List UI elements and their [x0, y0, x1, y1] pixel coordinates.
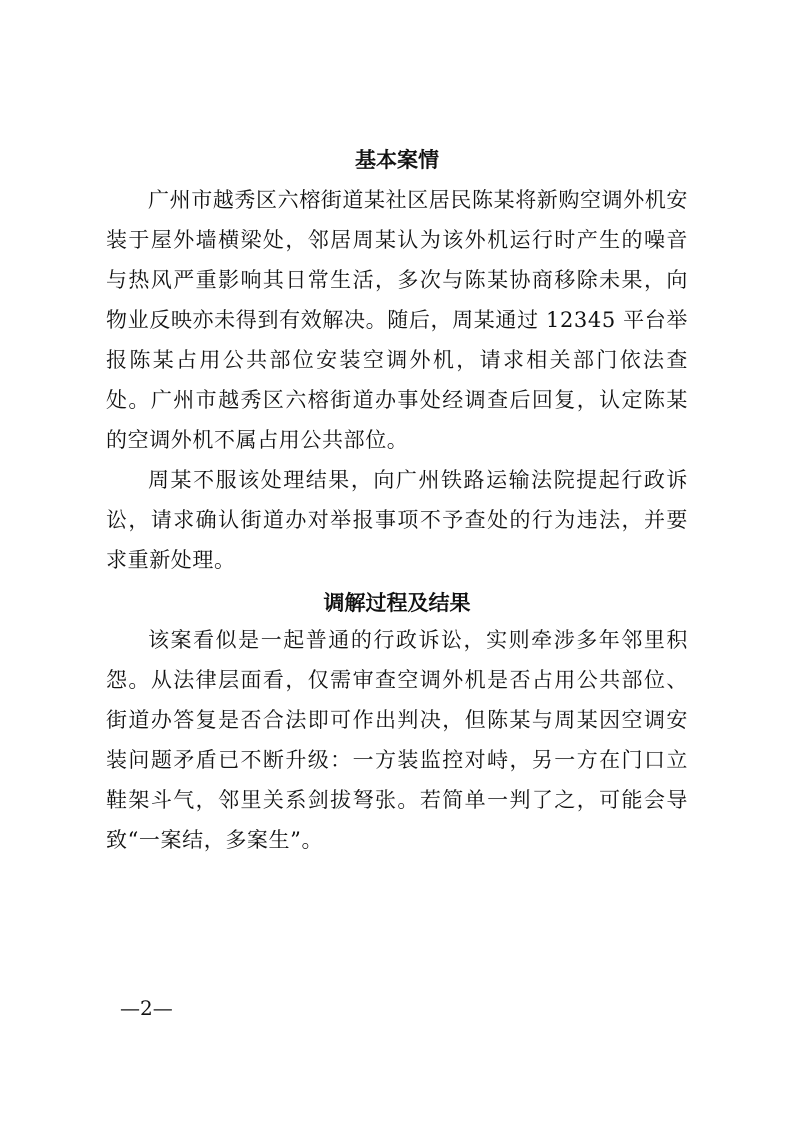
section-heading-mediation: 调解过程及结果 [323, 591, 471, 615]
paragraph: 广州市越秀区六榕街道某社区居民陈某将新购空调外机安装于屋外墙横梁处，邻居周某认为该外机运行时产生的噪音与热风严重影响其日常生活，多次与陈某协商移除未果，向物业反映亦未得到有效解决。随后，周某通过 12345 平台举报陈某占用公共部位安装空调外机，请求相关部门依法查处。广州市越秀区六榕街道办事处经调查后回复，认定陈某的空调外机不属占用公共部位。 [106, 188, 688, 452]
paragraph: 周某不服该处理结果，向广州铁路运输法院提起行政诉讼，请求确认街道办对举报事项不予查处的行为违法，并要求重新处理。 [106, 468, 688, 572]
paragraph: 该案看似是一起普通的行政诉讼，实则牵涉多年邻里积怨。从法律层面看，仅需审查空调外机是否占用公共部位、街道办答复是否合法即可作出判决，但陈某与周某因空调安装问题矛盾已不断升级：一方装监控对峙，另一方在门口立鞋架斗气，邻里关系剑拔弩张。若简单一判了之，可能会导致“一案结，多案生”。 [106, 628, 688, 852]
section-heading-basic-facts: 基本案情 [355, 148, 439, 172]
page-number: —2— [120, 996, 173, 1020]
